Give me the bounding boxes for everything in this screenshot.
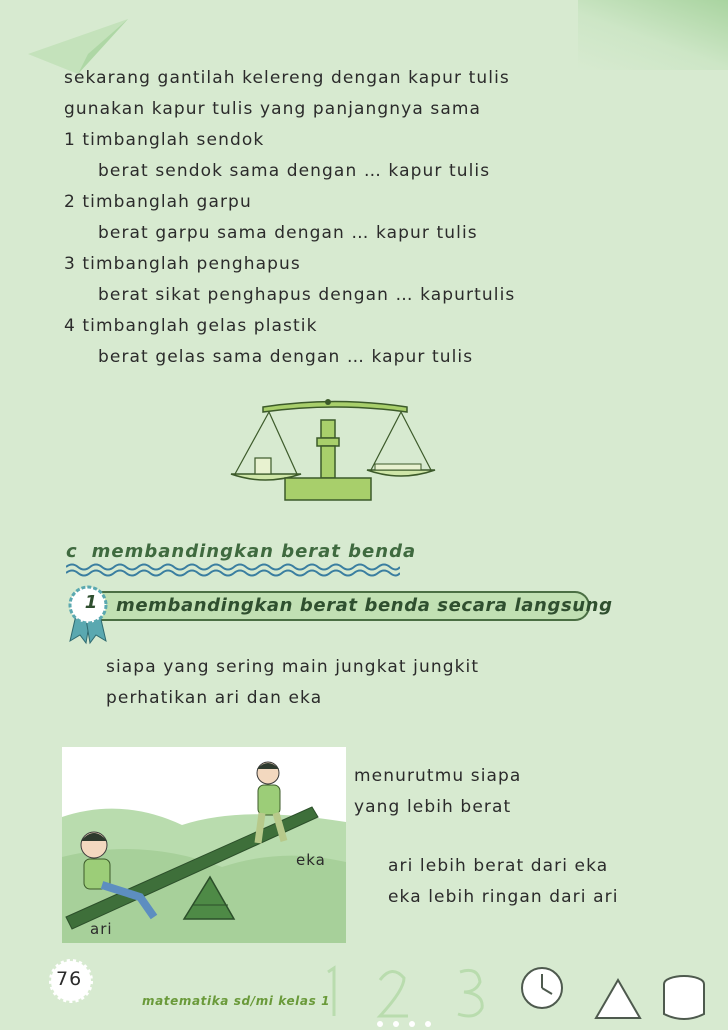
step-3-label: 3 timbanglah penghapus bbox=[64, 254, 301, 274]
intro-line-2: perhatikan ari dan eka bbox=[106, 688, 323, 708]
balance-scale-illustration bbox=[225, 390, 445, 505]
corner-decoration bbox=[578, 0, 728, 70]
section-letter: c bbox=[66, 541, 78, 562]
question-line-1: menurutmu siapa bbox=[354, 766, 522, 786]
question-line-2: yang lebih berat bbox=[354, 797, 512, 817]
instruction-line-2: gunakan kapur tulis yang panjangnya sama bbox=[64, 99, 482, 119]
footer-decoration bbox=[300, 960, 728, 1030]
page-number: 76 bbox=[56, 968, 83, 990]
step-4-label: 4 timbanglah gelas plastik bbox=[64, 316, 318, 336]
intro-line-1: siapa yang sering main jungkat jungkit bbox=[106, 657, 480, 677]
seesaw-illustration bbox=[62, 747, 346, 943]
section-heading bbox=[66, 541, 416, 562]
subsection-number: 1 bbox=[84, 592, 98, 613]
step-4-answer: berat gelas sama dengan … kapur tulis bbox=[98, 347, 474, 367]
step-3-answer: berat sikat penghapus dengan … kapurtulis bbox=[98, 285, 516, 305]
ari-label: ari bbox=[90, 920, 113, 938]
book-title: matematika sd/mi kelas 1 bbox=[142, 994, 331, 1008]
step-2-answer: berat garpu sama dengan … kapur tulis bbox=[98, 223, 478, 243]
instruction-line-1: sekarang gantilah kelereng dengan kapur tulis bbox=[64, 68, 510, 88]
step-1-answer: berat sendok sama dengan … kapur tulis bbox=[98, 161, 491, 181]
section-title: membandingkan berat benda bbox=[91, 541, 417, 562]
step-2-label: 2 timbanglah garpu bbox=[64, 192, 252, 212]
answer-line-2: eka lebih ringan dari ari bbox=[388, 887, 619, 907]
subsection-title: membandingkan berat benda secara langsung bbox=[116, 595, 613, 616]
answer-line-1: ari lebih berat dari eka bbox=[388, 856, 609, 876]
eka-label: eka bbox=[296, 851, 326, 869]
step-1-label: 1 timbanglah sendok bbox=[64, 130, 265, 150]
wave-underline bbox=[66, 563, 400, 577]
